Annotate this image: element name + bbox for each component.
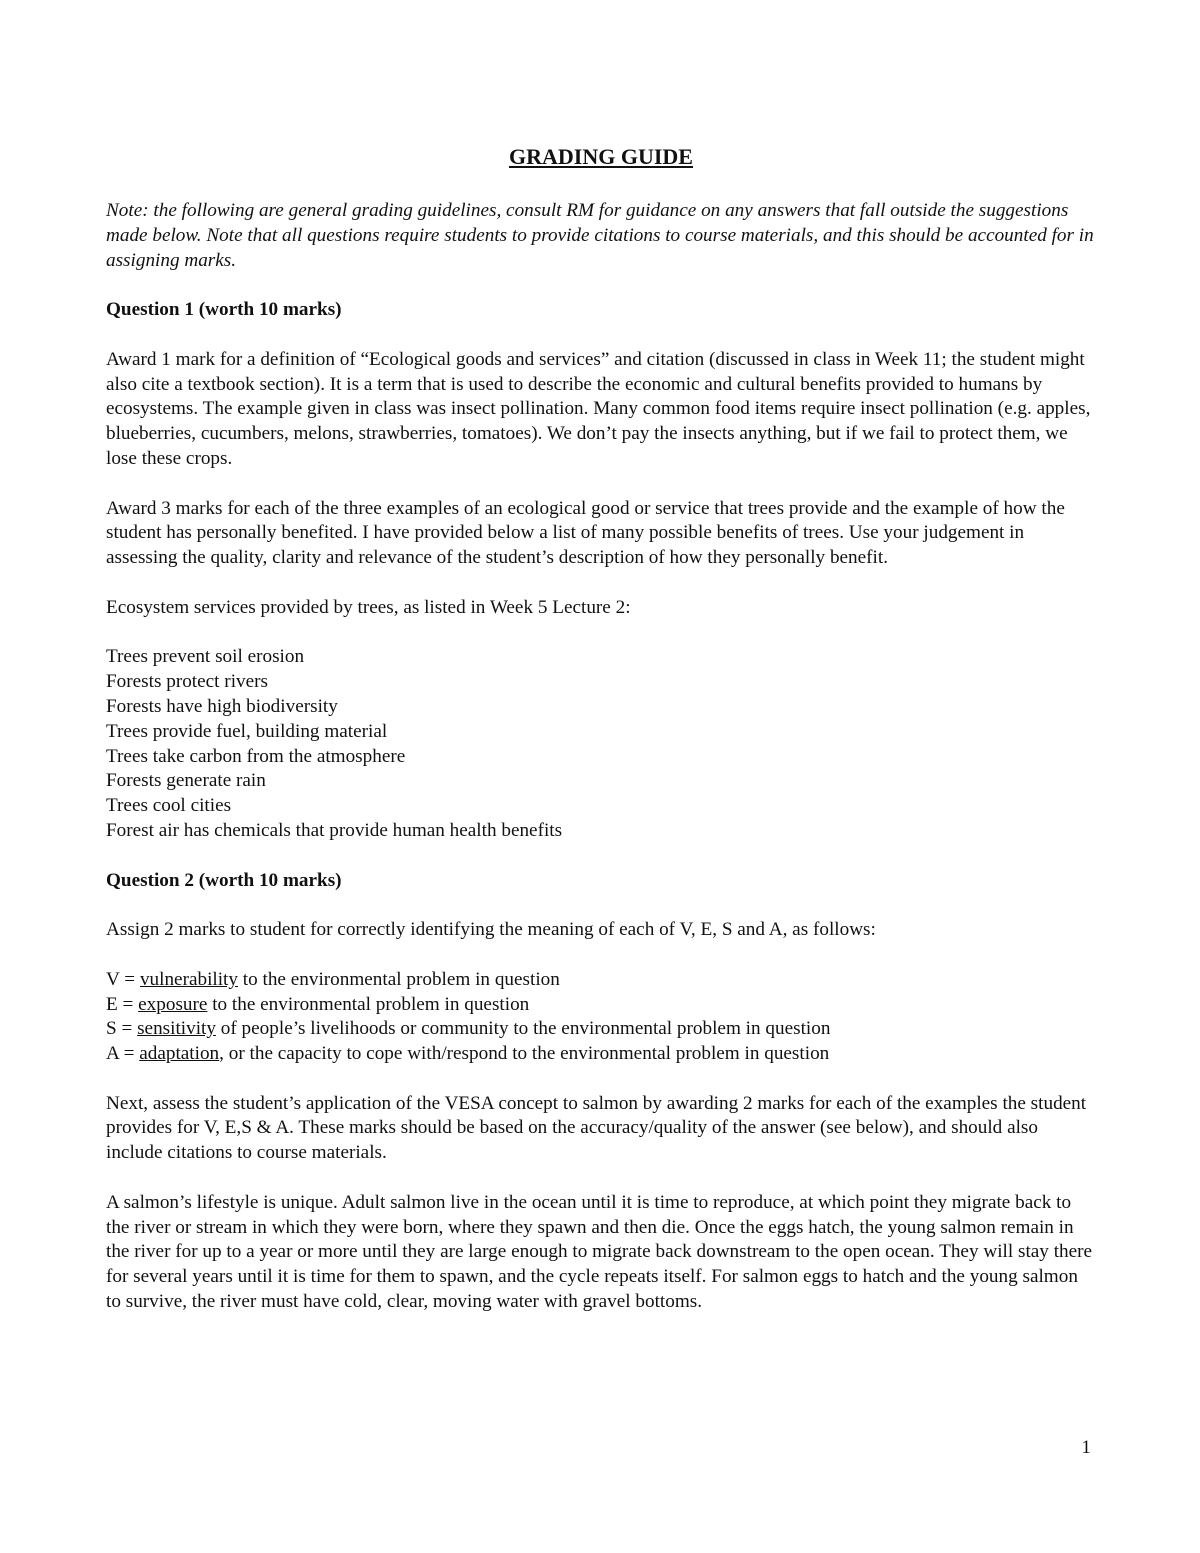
vesa-term: vulnerability: [139, 968, 238, 990]
page-number: 1: [1081, 1437, 1091, 1458]
list-item: Trees provide fuel, building material: [106, 720, 388, 742]
vesa-term: adaptation: [139, 1043, 220, 1065]
vesa-definition: of people’s livelihoods or community to the environmental problem in question: [215, 1018, 831, 1040]
question-2-paragraph-3: A salmon’s lifestyle is unique. Adult salmon live in the ocean until it is time to reproduce, at which point they migrate back to the river or stream in which they were born, where they spawn and then die. Once the eggs hatch, the young salmon remain in the river for up to a year or more until they are large enough to migrate back downstream to the open ocean. They will stay there for several years until it is time for them to spawn, and the cycle repeats itself. For salmon eggs to hatch and the young salmon to survive, the river must have cold, clear, moving water with gravel bottoms.: [106, 1191, 1093, 1313]
question-1-heading: Question 1 (worth 10 marks): [106, 299, 342, 321]
list-item: Forests have high biodiversity: [106, 695, 338, 717]
ecosystem-services-list: [106, 645, 1096, 843]
vesa-definitions-list: [106, 968, 1096, 1067]
vesa-prefix: V =: [106, 968, 140, 990]
question-2-paragraph-2: Next, assess the student’s application of the VESA concept to salmon by awarding 2 marks for each of the examples the student provides for V, E,S & A. These marks should be based on the accuracy/quality of the answer (see below), and should also include citations to course materials.: [106, 1092, 1087, 1164]
list-item: Forest air has chemicals that provide human health benefits: [106, 819, 563, 841]
question-1-paragraph-1: Award 1 mark for a definition of “Ecological goods and services” and citation (discussed in class in Week 11; the student might also cite a textbook section). It is a term that is used to describe the economic and cultural benefits provided to humans by ecosystems. The example given in class was insect pollination. Many common food items require insect pollination (e.g. apples, blueberries, cucumbers, melons, strawberries, tomatoes). We don’t pay the insects anything, but if we fail to protect them, we lose these crops.: [106, 348, 1091, 469]
vesa-definition: to the environmental problem in question: [237, 968, 560, 990]
list-item: Trees prevent soil erosion: [106, 646, 305, 668]
vesa-item-a: [106, 1042, 1096, 1067]
vesa-prefix: A =: [106, 1043, 140, 1065]
vesa-prefix: E =: [106, 993, 139, 1015]
list-item: Forests protect rivers: [106, 671, 268, 693]
vesa-term: exposure: [138, 993, 208, 1015]
vesa-item-v: [106, 968, 1096, 993]
vesa-term: sensitivity: [137, 1018, 216, 1040]
list-item: Trees take carbon from the atmosphere: [106, 745, 406, 767]
page-title: GRADING GUIDE: [509, 144, 693, 169]
list-item: Trees cool cities: [106, 795, 232, 817]
vesa-item-s: [106, 1017, 1096, 1042]
vesa-definition: to the environmental problem in question: [207, 993, 530, 1015]
vesa-definition: , or the capacity to cope with/respond to the environmental problem in question: [219, 1043, 830, 1065]
document-page: [106, 143, 1096, 1340]
question-2-heading: Question 2 (worth 10 marks): [106, 869, 342, 891]
grading-note: Note: the following are general grading guidelines, consult RM for guidance on any answers that fall outside the suggestions made below. Note that all questions require students to provide citations to course materials, and this should be accounted for in assigning marks.: [106, 200, 1094, 271]
question-2-paragraph-1: Assign 2 marks to student for correctly identifying the meaning of each of V, E, S and A, as follows:: [106, 919, 876, 941]
question-1-paragraph-2: Award 3 marks for each of the three examples of an ecological good or service that trees provide and the example of how the student has personally benefited. I have provided below a list of many possible benefits of trees. Use your judgement in assessing the quality, clarity and relevance of the student’s description of how they personally benefit.: [106, 497, 1065, 569]
vesa-item-e: [106, 993, 1096, 1018]
vesa-prefix: S =: [106, 1018, 138, 1040]
services-list-intro: Ecosystem services provided by trees, as listed in Week 5 Lecture 2:: [106, 596, 631, 618]
list-item: Forests generate rain: [106, 770, 266, 792]
